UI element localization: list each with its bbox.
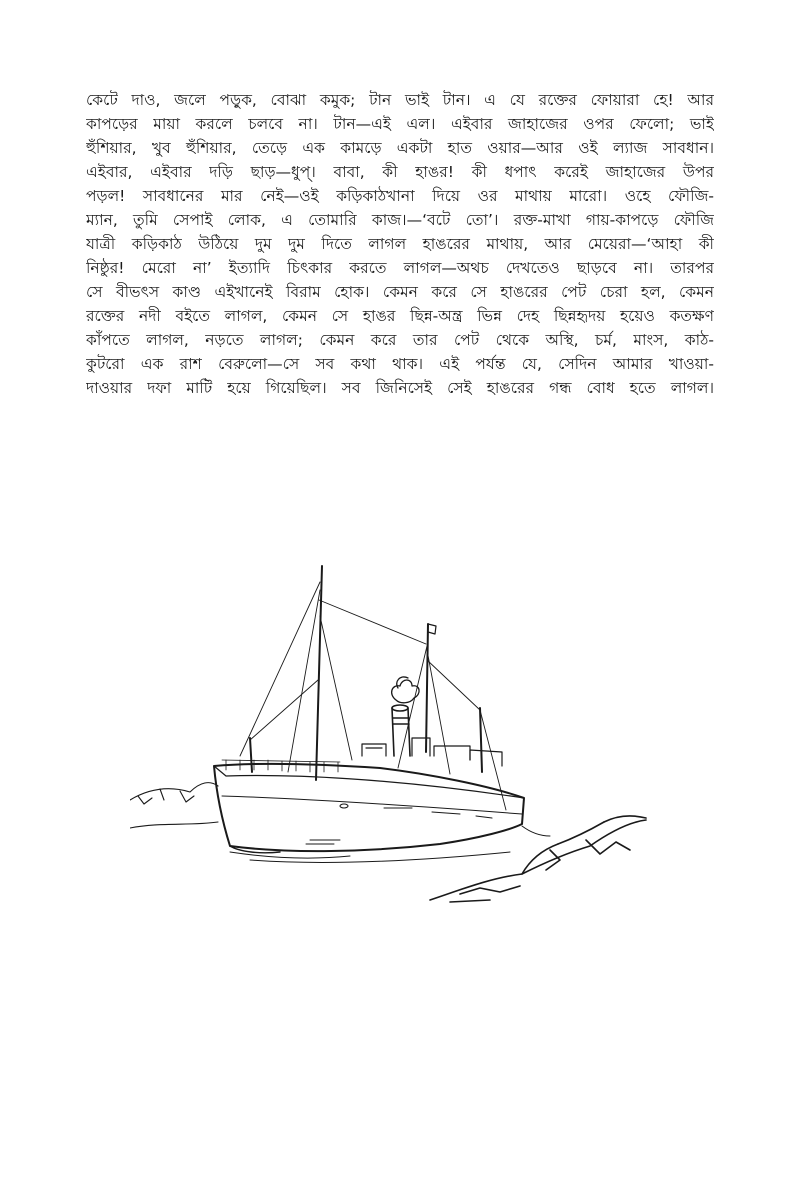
passage-text — [86, 88, 714, 400]
text-line: এইবার, এইবার দড়ি ছাড়—ধুপ্। বাবা, কী হাঙর! কী ধপাৎ করেই জাহাজের উপর — [86, 163, 714, 181]
ship-hull — [214, 764, 524, 853]
text-line: পড়ল! সাবধানের মার নেই—ওই কড়িকাঠখানা দিয়ে ওর মাথায় মারো। ওহে ফৌজি- — [86, 187, 714, 205]
text-line: কাঁপতে লাগল, নড়তে লাগল; কেমন করে তার পেট থেকে অস্থি, চর্ম, মাংস, কাঠ- — [86, 331, 714, 349]
text-line: হুঁশিয়ার, খুব হুঁশিয়ার, তেড়ে এক কামড়ে একটা হাত ওয়ার—আর ওই ল্যাজ সাবধান। — [86, 139, 714, 157]
text-line: ম্যান, তুমি সেপাই লোক, এ তোমারি কাজ।—‘বটে তো’। রক্ত-মাখা গায়-কাপড়ে ফৌজি — [86, 211, 714, 229]
railing — [222, 760, 340, 772]
text-line: রক্তের নদী বইতে লাগল, কেমন সে হাঙর ছিন্ন-অন্ত্র ভিন্ন দেহ ছিন্নহৃদয় হয়েও কতক্ষণ — [86, 307, 714, 325]
smoke — [392, 677, 419, 703]
text-line: নিষ্ঠুর! মেরো না’ ইত্যাদি চিৎকার করতে লাগল—অথচ দেখতেও ছাড়বে না। তারপর — [86, 259, 714, 277]
text-line: যাত্রী কড়িকাঠ উঠিয়ে দুম দুম দিতে লাগল হাঙরের মাথায়, আর মেয়েরা—‘আহা কী — [86, 235, 714, 253]
steamship-drawing — [130, 560, 660, 910]
flag — [428, 624, 436, 634]
text-line: দাওয়ার দফা মাটি হয়ে গিয়েছিল। সব জিনিসেই সেই হাঙরের গন্ধ বোধ হতে লাগল। — [86, 379, 714, 397]
ice-floes — [430, 816, 646, 902]
shoreline-left — [130, 783, 218, 828]
text-line: কেটে দাও, জলে পড়ুক, বোঝা কমুক; টান ভাই টান। এ যে রক্তের ফোয়ারা হে! আর — [86, 91, 714, 109]
text-line: সে বীভৎস কাণ্ড এইখানেই বিরাম হোক। কেমন করে সে হাঙরের পেট চেরা হল, কেমন — [86, 283, 714, 301]
text-line: কাপড়ের মায়া করলে চলবে না। টান—এই এল। এইবার জাহাজের ওপর ফেলো; ভাই — [86, 115, 714, 133]
text-line: কুটরো এক রাশ বেরুলো—সে সব কথা থাক। এই পর্যন্ত যে, সেদিন আমার খাওয়া- — [86, 355, 714, 373]
ship-illustration — [130, 560, 660, 910]
